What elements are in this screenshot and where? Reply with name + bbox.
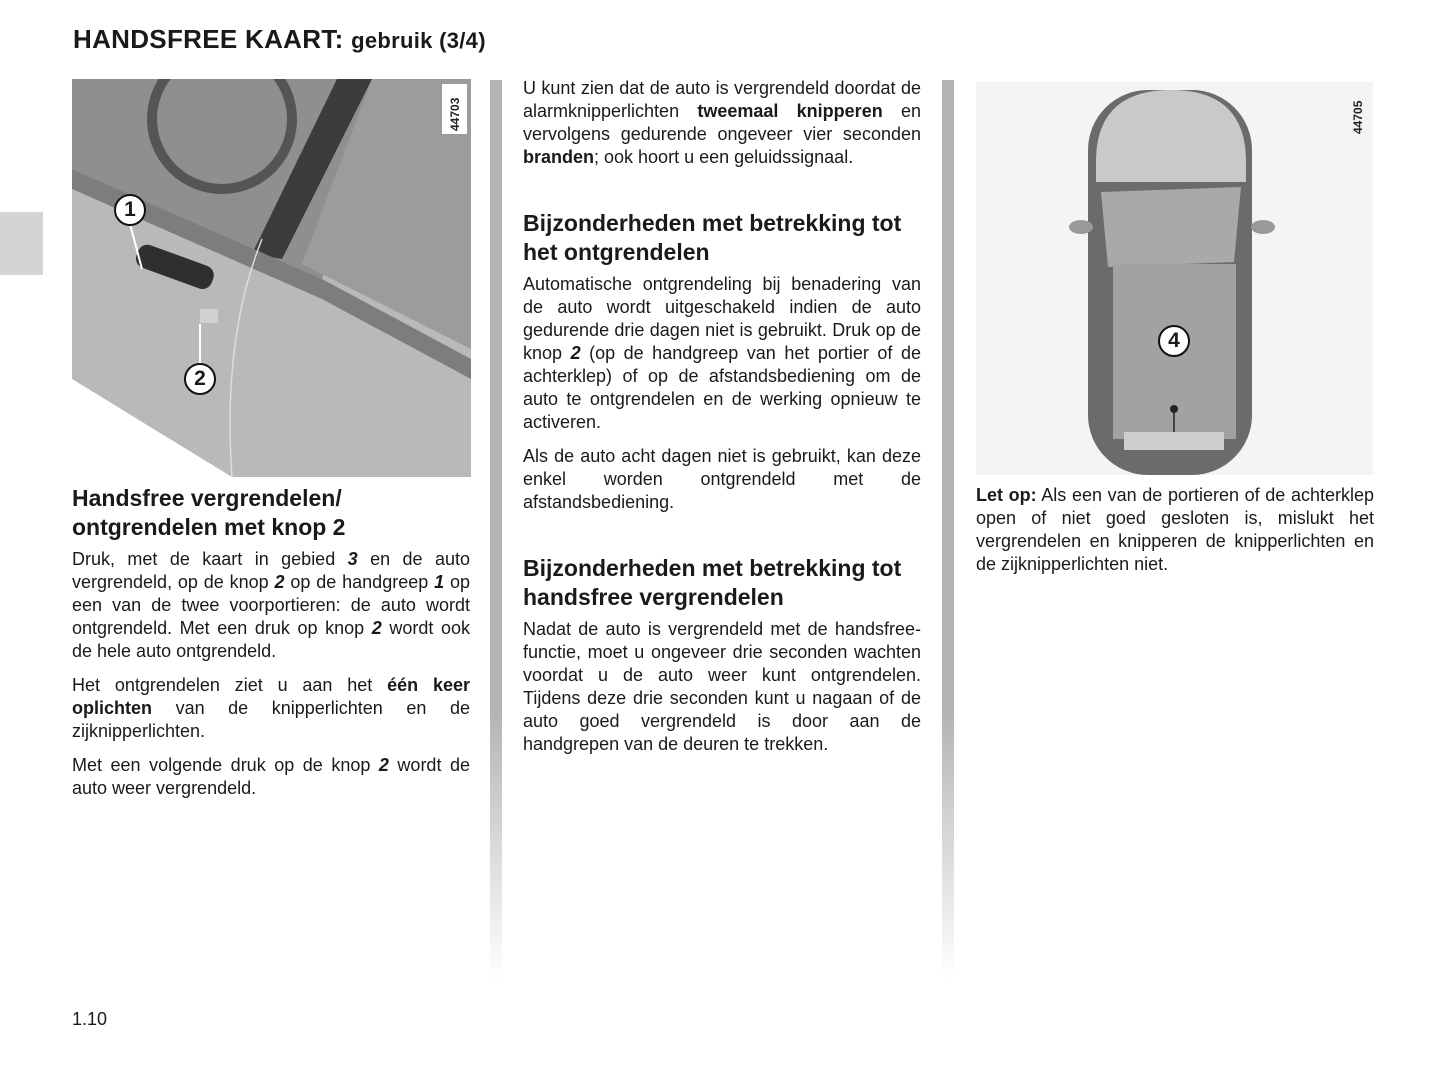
section-heading: Bijzonderheden met betrekking tot handsfree vergrendelen xyxy=(523,555,902,610)
figure-number: 44705 xyxy=(1351,100,1365,134)
door-drawing xyxy=(72,79,471,477)
callout-1: 1 xyxy=(114,194,146,226)
paragraph: Nadat de auto is vergrendeld met de handsfree-functie, moet u ongeveer drie seconden wachten voordat u de auto weer kunt ontgrendelen. Tijdens deze drie seconden kunt u nagaan of de auto goed vergrendeld is door aan de handgrepen van de deuren te trekken. xyxy=(523,619,921,754)
car-top-view-illustration xyxy=(976,82,1373,475)
page-title xyxy=(73,24,486,55)
door-handle-illustration xyxy=(72,79,471,477)
car-drawing xyxy=(976,82,1373,475)
column-divider xyxy=(490,80,502,980)
callout-4: 4 xyxy=(1158,325,1190,357)
title-sub: gebruik (3/4) xyxy=(351,28,486,53)
paragraph: Automatische ontgrendeling bij benadering van de auto wordt uitgeschakeld indien de auto gedurende drie dagen niet is gebruikt. Druk op de knop 2 (op de handgreep van het portier of de achterklep) of op de afstandsbediening om de auto te ontgrendelen en de werking opnieuw te activeren. xyxy=(523,274,921,432)
figure-number: 44703 xyxy=(448,97,462,131)
page-number: 1.10 xyxy=(72,1009,108,1029)
paragraph: Druk, met de kaart in gebied 3 en de auto vergrendeld, op de knop 2 op de handgreep 1 op een van de twee voorportieren: de auto wordt ontgrendeld. Met een druk op knop 2 wordt ook de hele auto ontgrendeld. xyxy=(72,549,470,661)
paragraph: Met een volgende druk op de knop 2 wordt de auto weer vergrendeld. xyxy=(72,755,470,798)
callout-2: 2 xyxy=(184,363,216,395)
section-tab xyxy=(0,212,43,275)
paragraph: Als de auto acht dagen niet is gebruikt, kan deze enkel worden ontgrendeld met de afstandsbediening. xyxy=(523,446,921,512)
paragraph: Het ontgrendelen ziet u aan het één keer oplichten van de knipperlichten en de zijknipperlichten. xyxy=(72,675,471,741)
title-main: HANDSFREE KAART: xyxy=(73,24,344,54)
column-2 xyxy=(523,77,921,767)
note-paragraph: Let op: Als een van de portieren of de achterklep open of niet goed gesloten is, mislukt het vergrendelen en knipperen de knipperlichten en de zijknipperlichten niet. xyxy=(976,485,1374,574)
column-3 xyxy=(976,484,1374,587)
column-divider xyxy=(942,80,954,980)
section-heading: Bijzonderheden met betrekking tot het ontgrendelen xyxy=(523,210,902,265)
paragraph: U kunt zien dat de auto is vergrendeld doordat de alarmknipperlichten tweemaal knipperen en vervolgens gedurende ongeveer vier seconden branden; ook hoort u een geluidssignaal. xyxy=(523,78,921,167)
column-1 xyxy=(72,484,470,811)
section-heading: Handsfree vergrendelen/ ontgrendelen met knop 2 xyxy=(72,485,346,540)
